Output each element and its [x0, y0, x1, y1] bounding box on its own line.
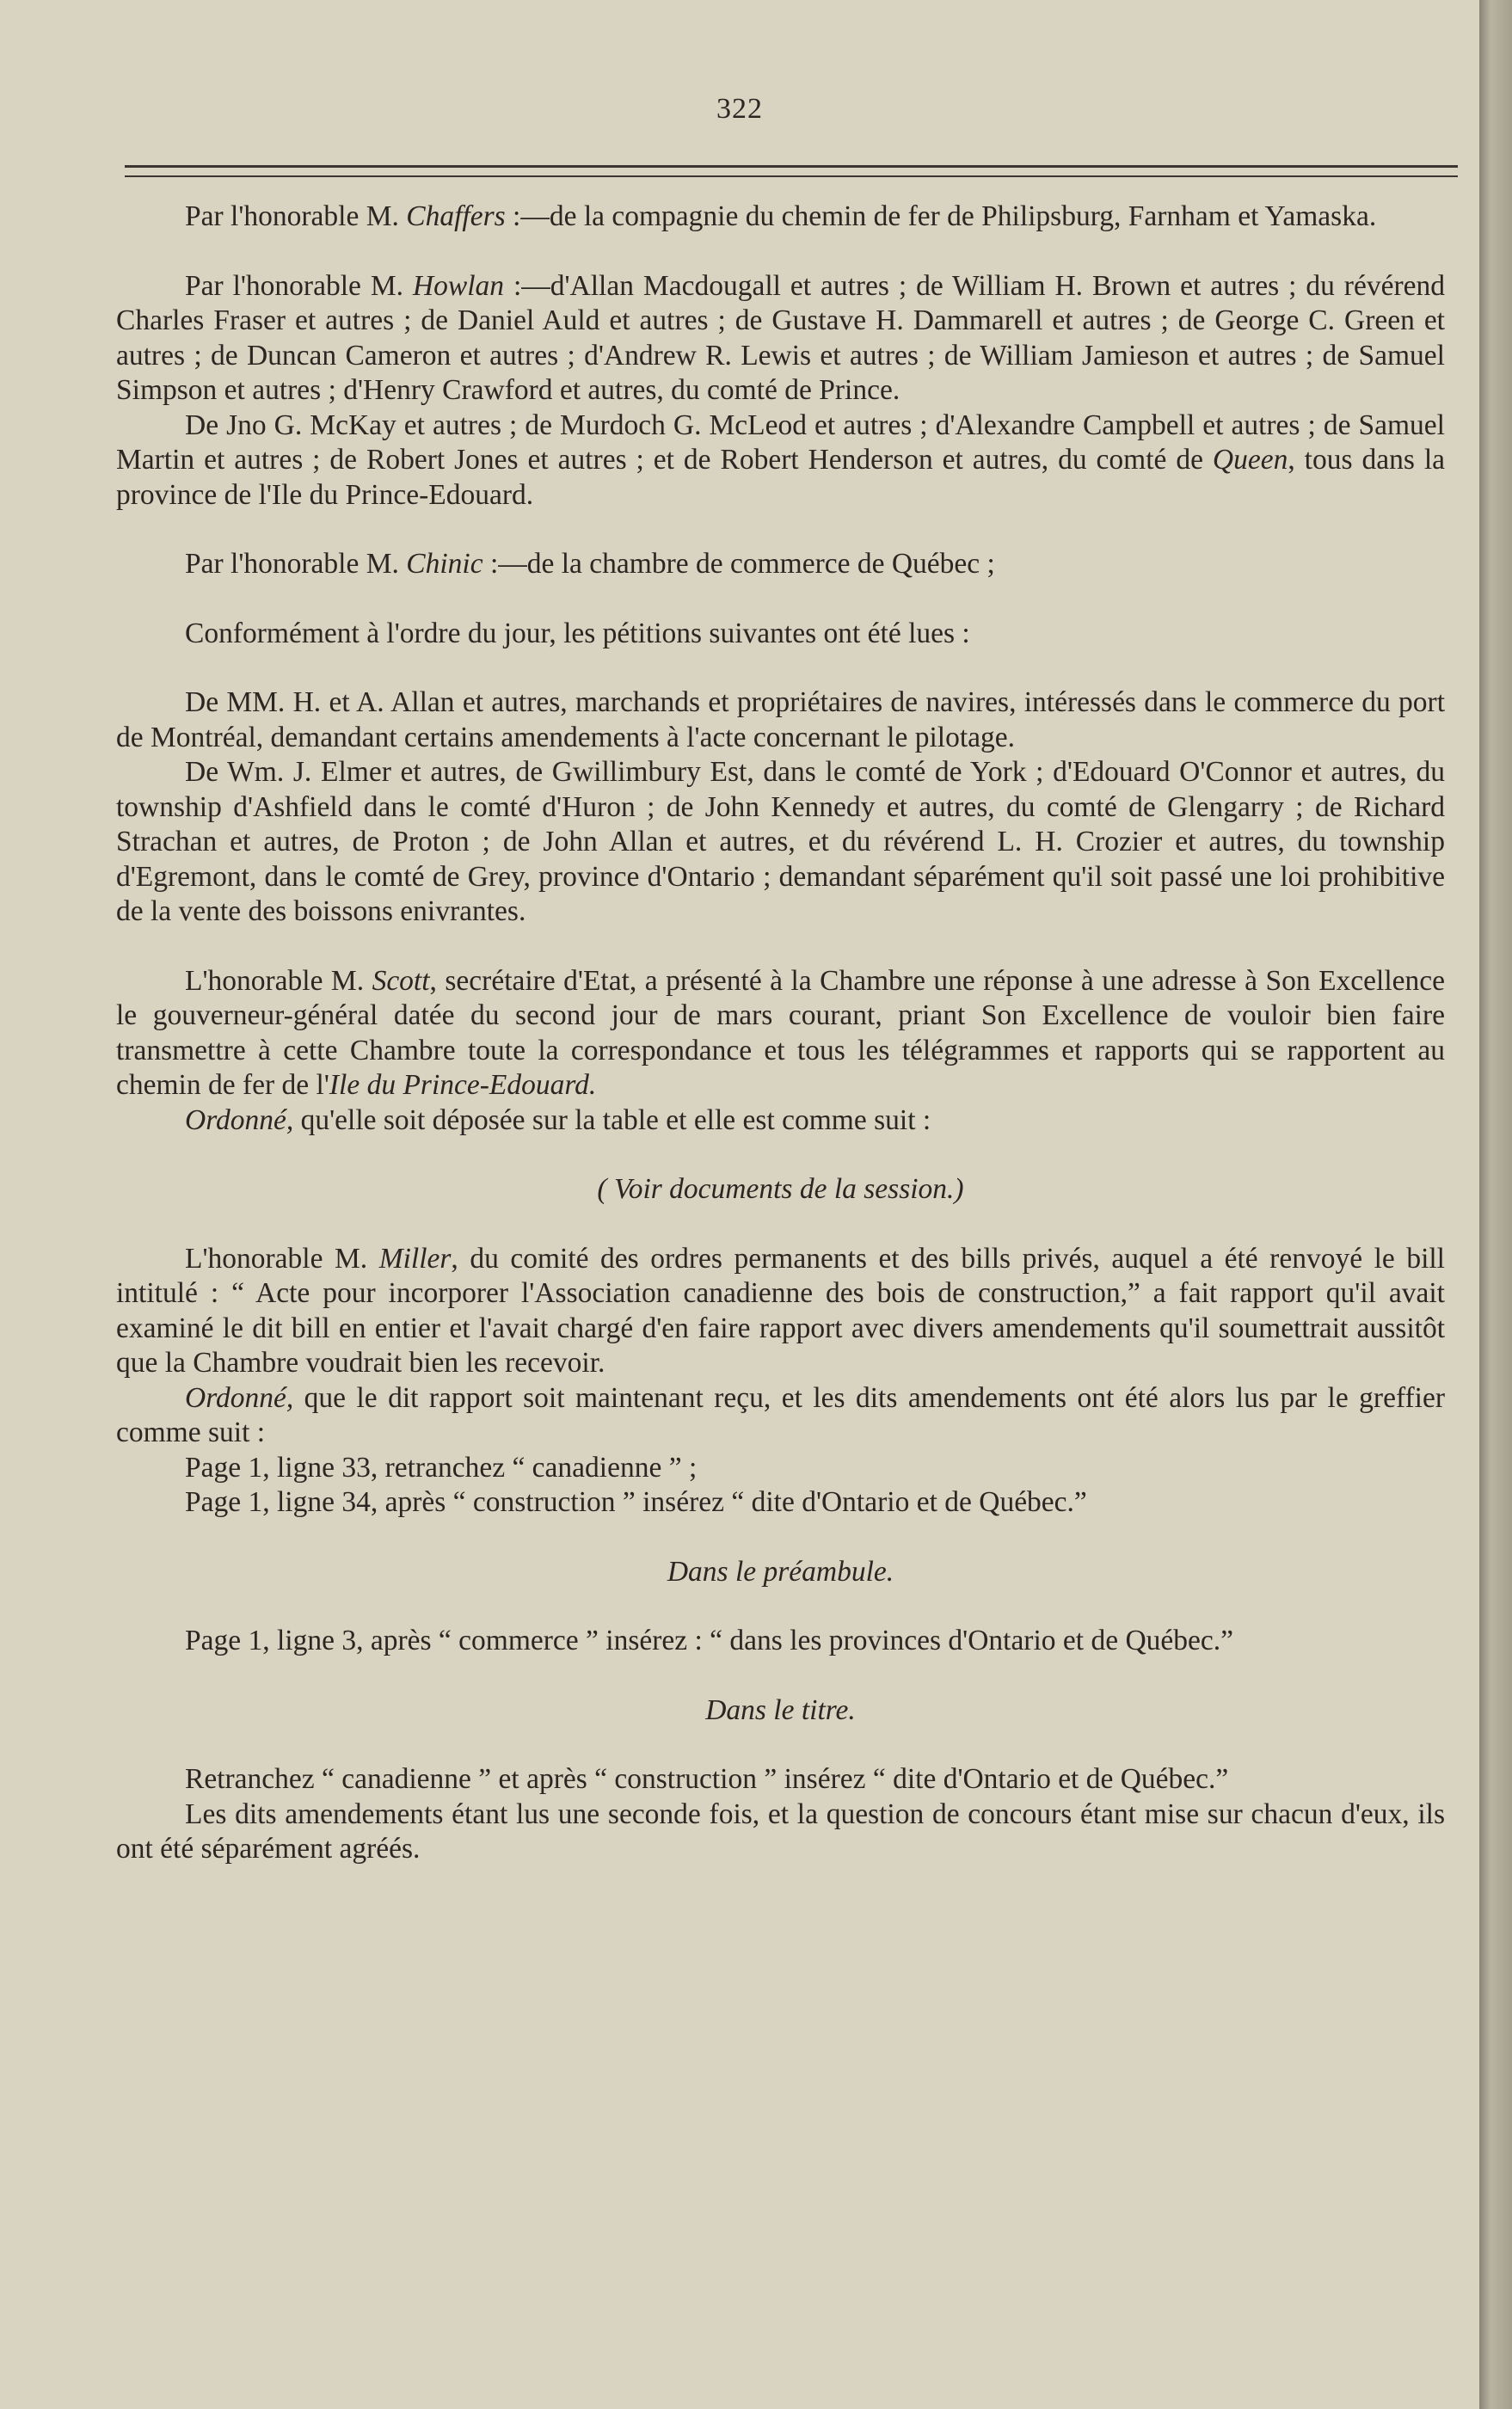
petition-howlan — [116, 269, 1445, 409]
heading-text: Dans le titre. — [705, 1693, 856, 1726]
see-documents-text: ( Voir documents de la session.) — [597, 1173, 964, 1205]
page-body — [116, 200, 1445, 1867]
member-name: Scott — [372, 964, 430, 997]
petition-chinic — [116, 547, 1445, 582]
county-name: Queen — [1212, 444, 1288, 476]
miller-report — [116, 1242, 1445, 1381]
miller-ordered — [116, 1381, 1445, 1451]
petition-allan: De MM. H. et A. Allan et autres, marchands et propriétaires de navires, intéressés dans le commerce du port de Montréal, demandant certains amendements à l'acte concernant le pilotage. — [116, 686, 1445, 753]
petition-lead: Par l'honorable M. — [185, 548, 407, 580]
petition-lead: De Jno G. McKay et autres ; de Murdoch G. McLeod et autres ; d'Alexandre Campbell et autres ; de Samuel Martin et autres ; de Robert Jones et autres ; et de Robert Henderson et autres, du comté de — [116, 409, 1445, 476]
amendment-4: Retranchez “ canadienne ” et après “ construction ” insérez “ dite d'Ontario et de Québec.” — [185, 1763, 1229, 1795]
member-name: Chinic — [406, 548, 483, 580]
report-lead: L'honorable M. — [185, 964, 372, 997]
amendment-1: Page 1, ligne 33, retranchez “ canadienne ” ; — [185, 1451, 698, 1484]
heading-title — [116, 1693, 1445, 1729]
amendments-concurred: Les dits amendements étant lus une seconde fois, et la question de concours étant mise sur chacun d'eux, ils ont été séparément agréés. — [116, 1798, 1445, 1865]
petition-elmer: De Wm. J. Elmer et autres, de Gwillimbury Est, dans le comté de York ; d'Edouard O'Connor et autres, du township d'Ashfield dans le comté d'Huron ; de John Kennedy et autres, du comté de Glengarry ; de Richard Strachan et autres, de Proton ; de John Allan et autres, et du révérend L. H. Crozier et autres, du township d'Egremont, dans le comté de Grey, province d'Ontario ; demandant séparément qu'il soit passé une loi prohibitive de la vente des boissons enivrantes. — [116, 756, 1445, 927]
petition-lead: Par l'honorable M. — [185, 200, 407, 232]
report-text: , du comité des ordres permanents et des bills privés, auquel a été renvoyé le bill intitulé : “ Acte pour incorporer l'Association canadienne des bois de construction,” a fait rapport qu'il avait examiné le dit bill en entier et l'avait chargé d'en faire rapport avec divers amendements qu'il soumettrait aussitôt que la Chambre voudrait bien les recevoir. — [116, 1242, 1445, 1379]
petition-chaffers — [116, 200, 1445, 235]
report-text: , secrétaire d'Etat, a présenté à la Chambre une réponse à une adresse à Son Excellence le gouverneur-général datée du second jour de mars courant, priant Son Excellence de vouloir bien faire transmettre à cette Chambre toute la correspondance et tous les télégrammes et rapports qui se rapportent au chemin de fer de l' — [116, 964, 1445, 1101]
petition-queen-county — [116, 409, 1445, 513]
header-rule — [125, 165, 1458, 168]
page-number: 322 — [716, 93, 763, 125]
heading-preamble — [116, 1555, 1445, 1590]
ordered-label: Ordonné, — [185, 1103, 294, 1136]
petition-text: :—de la chambre de commerce de Québec ; — [482, 548, 995, 580]
petition-text: :—d'Allan Macdougall et autres ; de William H. Brown et autres ; du révérend Charles Fraser et autres ; de Daniel Auld et autres ; de Gustave H. Dammarell et autres ; de George C. Green et autres ; de Duncan Cameron et autres ; d'Andrew R. Lewis et autres ; de William Jamieson et autres ; de Samuel Simpson et autres ; d'Henry Crawford et autres, du comté de Prince. — [116, 269, 1445, 406]
header-rule-thin — [125, 175, 1458, 177]
amendment-2: Page 1, ligne 34, après “ construction ” insérez “ dite d'Ontario et de Québec.” — [185, 1486, 1087, 1518]
scott-ordered — [116, 1103, 1445, 1139]
petition-text: , tous dans la province de l'Ile du Prince-Edouard. — [116, 444, 1445, 511]
ordered-label: Ordonné, — [185, 1381, 294, 1414]
petition-text: :—de la compagnie du chemin de fer de Philipsburg, Farnham et Yamaska. — [505, 200, 1377, 232]
petitions-read-intro: Conformément à l'ordre du jour, les pétitions suivantes ont été lues : — [185, 617, 970, 649]
heading-text: Dans le préambule. — [667, 1555, 894, 1588]
see-documents — [116, 1172, 1445, 1208]
ordered-text: qu'elle soit déposée sur la table et elle est comme suit : — [293, 1103, 931, 1136]
place-name: Ile du Prince-Edouard. — [329, 1069, 597, 1101]
report-lead: L'honorable M. — [185, 1242, 379, 1275]
scott-report — [116, 964, 1445, 1103]
member-name: Chaffers — [406, 200, 506, 232]
ordered-text: que le dit rapport soit maintenant reçu, et les dits amendements ont été alors lus par le greffier comme suit : — [116, 1381, 1445, 1448]
member-name: Miller — [378, 1242, 452, 1275]
petition-lead: Par l'honorable M. — [185, 269, 413, 302]
member-name: Howlan — [412, 269, 505, 302]
book-binding-edge — [1479, 0, 1512, 2409]
amendment-3: Page 1, ligne 3, après “ commerce ” insérez : “ dans les provinces d'Ontario et de Québec.” — [185, 1625, 1233, 1656]
